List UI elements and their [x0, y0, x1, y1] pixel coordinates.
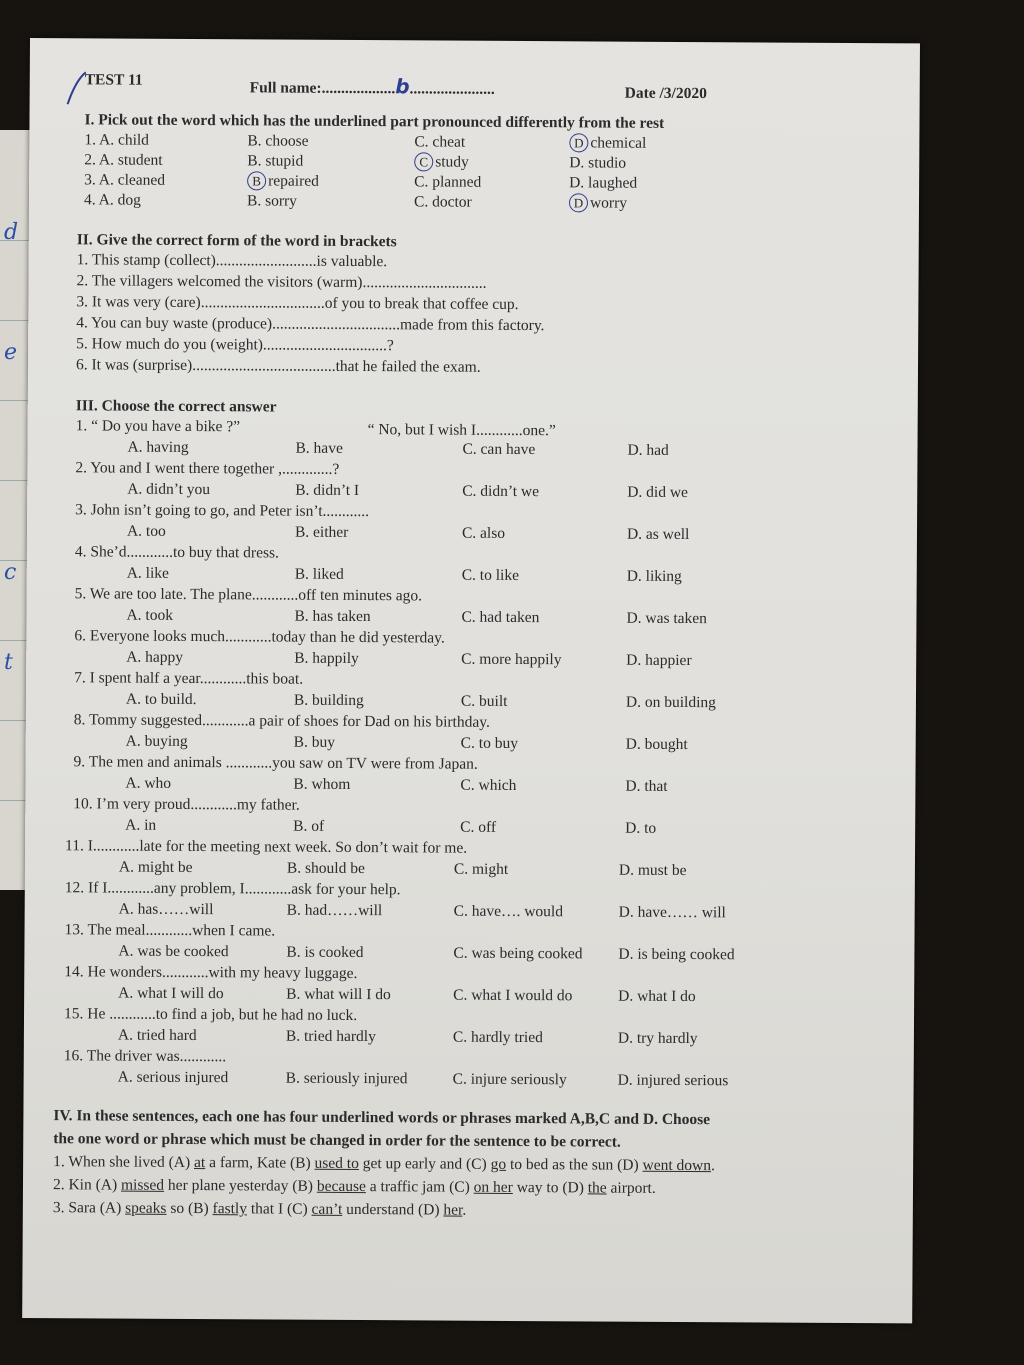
answer-option-c: C. can have: [462, 440, 536, 459]
answer-option-d: D. is being cooked: [618, 945, 735, 964]
answer-option-c: C. more happily: [461, 650, 562, 669]
answer-option-b: B. had……will: [286, 901, 383, 920]
answer-option-b: B. should be: [286, 859, 365, 878]
question-text: 3. John isn’t going to go, and Peter isn’t............: [75, 501, 370, 521]
answer-option-c: C. off: [460, 818, 497, 836]
underlined-phrase: because: [316, 1177, 366, 1196]
answer-option-a: A. buying: [125, 732, 188, 750]
answer-option-a: A. was be cooked: [118, 942, 229, 961]
circled-answer-icon: C: [414, 152, 433, 171]
option-c: C. doctor: [413, 193, 472, 211]
answer-option-c: C. might: [453, 860, 509, 878]
question-text: 6. Everyone looks much............today than he did yesterday.: [74, 627, 445, 647]
answer-option-a: A. might be: [118, 858, 193, 877]
underlined-phrase: the: [587, 1179, 607, 1197]
section-4-title-line1: IV. In these sentences, each one has four underlined words or phrases marked A,B,C and D. Choose: [53, 1107, 711, 1129]
error-sentence: [53, 1152, 715, 1176]
answer-option-d: D. must be: [618, 861, 687, 880]
answer-option-a: A. took: [126, 606, 174, 624]
answer-option-c: C. have…. would: [453, 902, 564, 921]
answer-option-b: B. buy: [293, 733, 336, 751]
answer-option-d: D. liking: [626, 567, 682, 585]
answer-option-c: C. had taken: [461, 608, 540, 627]
answer-option-b: B. whom: [293, 775, 351, 793]
answer-option-c: C. didn’t we: [462, 482, 540, 501]
circled-answer-icon: D: [569, 193, 588, 212]
answer-option-d: D. on building: [625, 693, 717, 712]
ink-mark: e: [4, 340, 18, 365]
option-b: B. stupid: [247, 152, 304, 170]
answer-option-b: B. seriously injured: [285, 1069, 408, 1088]
underlined-phrase: missed: [120, 1176, 165, 1194]
sentence-fragment: understand (D): [342, 1200, 444, 1219]
answer-option-d: D. had: [627, 441, 669, 459]
answer-option-b: B. either: [294, 523, 349, 541]
question-text: 10. I’m very proud............my father.: [73, 795, 300, 814]
question-text-reply: “ No, but I wish I............one.”: [367, 421, 556, 440]
sentence-fragment: to bed as the sun (D): [506, 1155, 643, 1174]
option-a: 4. A. dog: [83, 191, 141, 209]
answer-option-a: A. having: [127, 438, 189, 456]
circled-answer-icon: B: [247, 171, 266, 190]
sentence-fragment: get up early and (C): [358, 1155, 491, 1173]
answer-option-c: C. built: [460, 692, 508, 710]
answer-option-a: A. too: [126, 522, 166, 540]
sentence-fragment: a farm, Kate (B): [205, 1154, 315, 1172]
sentence-fragment: that I (C): [246, 1200, 312, 1218]
option-b: B repaired: [247, 171, 319, 191]
option-a: 1. A. child: [84, 131, 150, 149]
section-3-title: III. Choose the correct answer: [75, 397, 277, 416]
answer-option-a: A. tried hard: [117, 1026, 197, 1045]
question-text: 7. I spent half a year............this boat.: [74, 669, 304, 688]
sentence-fragment: a traffic jam (C): [365, 1178, 474, 1196]
answer-option-a: A. in: [125, 816, 157, 834]
answer-option-a: A. who: [125, 774, 172, 792]
ink-mark: c: [4, 560, 17, 585]
sentence-fragment: 1. When she lived (A): [53, 1153, 195, 1172]
pen-stroke-icon: [62, 68, 92, 108]
question-text: 14. He wonders............with my heavy luggage.: [64, 963, 358, 983]
error-sentence: [53, 1175, 656, 1199]
sentence-fragment: 2. Kin (A): [52, 1176, 122, 1194]
fill-in-item: 6. It was (surprise).....................................that he failed the exam.: [75, 356, 481, 376]
answer-option-b: B. didn’t I: [295, 481, 360, 500]
answer-option-a: A. serious injured: [117, 1068, 229, 1087]
test-paper: [22, 38, 920, 1323]
section-1-title: I. Pick out the word which has the underlined part pronounced differently from the rest: [84, 111, 665, 132]
question-text: 12. If I............any problem, I............ask for your help.: [64, 879, 401, 899]
question-text: 11. I............late for the meeting next week. So don’t wait for me.: [65, 837, 468, 857]
fullname-label: Full name:...................b......................: [249, 74, 495, 99]
answer-option-a: A. to build.: [125, 690, 197, 709]
answer-option-d: D. what I do: [618, 987, 696, 1006]
date: Date /3/2020: [624, 84, 707, 103]
answer-option-c: C. to buy: [460, 734, 519, 752]
option-d: D worry: [569, 193, 627, 213]
option-c: C. cheat: [414, 133, 466, 151]
fill-in-item: 3. It was very (care)................................of you to break that coffee cup.: [76, 293, 519, 313]
question-text: 16. The driver was............: [63, 1047, 227, 1066]
answer-option-a: A. has……will: [118, 900, 214, 919]
underlined-phrase: at: [193, 1154, 206, 1172]
underlined-phrase: speaks: [125, 1199, 167, 1217]
test-number: TEST 11: [84, 71, 143, 89]
option-d: D. laughed: [569, 174, 638, 192]
question-text: 1. “ Do you have a bike ?”: [75, 417, 241, 436]
option-b: B. sorry: [246, 192, 298, 210]
underlined-phrase: on her: [473, 1178, 513, 1196]
option-c: C. planned: [414, 173, 482, 191]
underlined-phrase: went down: [642, 1156, 712, 1175]
answer-option-d: D. to: [625, 819, 657, 837]
question-text: 2. You and I went there together ,.............?: [75, 459, 340, 478]
sentence-fragment: her plane yesterday (B): [164, 1176, 317, 1195]
answer-option-c: C. to like: [461, 566, 520, 584]
underlined-phrase: go: [490, 1155, 507, 1173]
sentence-fragment: so (B): [166, 1199, 213, 1218]
answer-option-b: B. tried hardly: [285, 1027, 376, 1046]
answer-option-a: A. what I will do: [118, 984, 224, 1003]
answer-option-d: D. bought: [625, 735, 688, 754]
question-text: 8. Tommy suggested............a pair of shoes for Dad on his birthday.: [73, 711, 490, 731]
answer-option-a: A. didn’t you: [127, 480, 211, 499]
question-text: 5. We are too late. The plane............off ten minutes ago.: [74, 585, 423, 605]
sentence-fragment: way to (D): [512, 1178, 588, 1197]
section-2-title: II. Give the correct form of the word in brackets: [76, 231, 397, 251]
underlined-phrase: can’t: [311, 1200, 343, 1218]
option-c: C study: [414, 152, 469, 172]
answer-option-b: B. what will I do: [286, 985, 391, 1004]
answer-option-c: C. hardly tried: [452, 1028, 543, 1047]
sentence-fragment: .: [462, 1201, 467, 1219]
answer-option-d: D. try hardly: [617, 1029, 698, 1048]
answer-option-c: C. injure seriously: [452, 1070, 567, 1089]
sentence-fragment: airport.: [606, 1179, 656, 1197]
answer-option-d: D. did we: [627, 483, 688, 502]
answer-option-d: D. was taken: [626, 609, 708, 628]
fill-in-item: 5. How much do you (weight)................................?: [76, 335, 394, 355]
error-sentence: [53, 1198, 467, 1221]
answer-option-d: D. have…… will: [618, 903, 726, 922]
handwritten-name: b: [395, 74, 410, 99]
answer-option-d: D. injured serious: [617, 1071, 729, 1090]
answer-option-b: B. is cooked: [286, 943, 364, 962]
circled-answer-icon: D: [569, 133, 588, 152]
question-text: 4. She’d............to buy that dress.: [74, 543, 279, 562]
answer-option-b: B. building: [293, 691, 364, 710]
fill-in-item: 4. You can buy waste (produce).................................made from this factory.: [76, 314, 545, 335]
underlined-phrase: used to: [314, 1154, 359, 1173]
answer-option-d: D. that: [625, 777, 668, 795]
section-4-title-line2: the one word or phrase which must be changed in order for the sentence to be correct.: [53, 1130, 621, 1151]
option-d: D. studio: [569, 154, 627, 172]
answer-option-b: B. have: [295, 439, 343, 457]
fill-in-item: 1. This stamp (collect)..........................is valuable.: [76, 251, 388, 271]
question-text: 15. He ............to find a job, but he had no luck.: [63, 1005, 358, 1025]
option-a: 2. A. student: [84, 151, 163, 169]
answer-option-b: B. of: [293, 817, 325, 835]
answer-option-c: C. also: [461, 524, 506, 542]
question-text: 9. The men and animals ............you saw on TV were from Japan.: [73, 753, 478, 773]
answer-option-b: B. has taken: [294, 607, 371, 626]
answer-option-a: A. happy: [126, 648, 184, 666]
answer-option-b: B. happily: [294, 649, 359, 668]
underlined-phrase: fastly: [212, 1200, 248, 1218]
option-b: B. choose: [247, 132, 309, 150]
fill-in-item: 2. The villagers welcomed the visitors (warm)................................: [76, 272, 487, 292]
answer-option-d: D. as well: [626, 525, 690, 544]
option-d: D chemical: [569, 133, 646, 153]
underlined-phrase: her: [443, 1201, 463, 1219]
answer-option-c: C. which: [460, 776, 517, 794]
ink-mark: t: [4, 650, 13, 675]
answer-option-d: D. happier: [626, 651, 692, 670]
option-a: 3. A. cleaned: [84, 171, 166, 189]
sentence-fragment: .: [710, 1157, 715, 1175]
answer-option-b: B. liked: [294, 565, 344, 583]
answer-option-a: A. like: [126, 564, 169, 582]
sentence-fragment: 3. Sara (A): [52, 1199, 126, 1217]
question-text: 13. The meal............when I came.: [64, 921, 276, 940]
answer-option-c: C. was being cooked: [453, 944, 583, 963]
answer-option-c: C. what I would do: [453, 986, 573, 1005]
ink-mark: d: [4, 220, 19, 245]
